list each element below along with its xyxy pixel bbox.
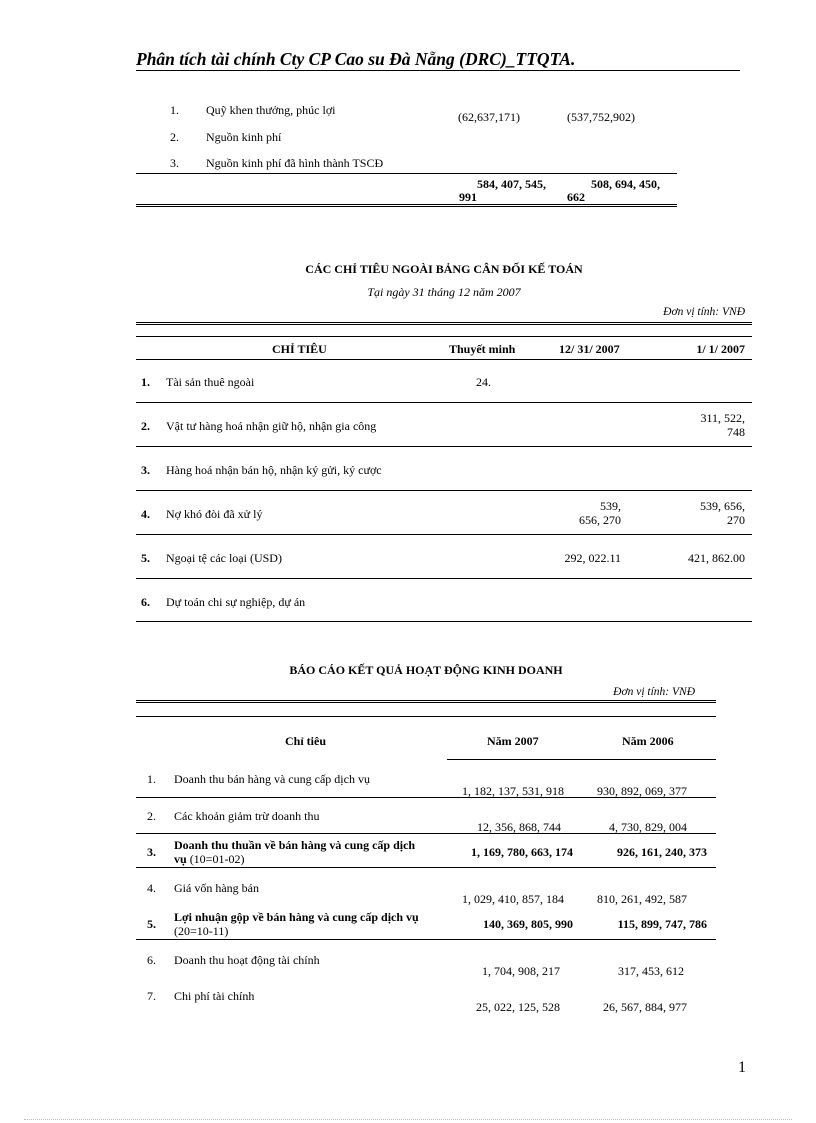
offbalance-header-rule <box>136 336 752 337</box>
offbalance-row-3-label: Hàng hoá nhận bán hộ, nhận ký gửi, ký cược <box>166 463 382 477</box>
offbalance-row-6-label: Dự toán chi sự nghiệp, dự án <box>166 595 306 609</box>
top-total-value-1-line2: 991 <box>459 190 477 204</box>
offbalance-row-rule <box>136 621 752 622</box>
top-total-value-2-line1: 508, 694, 450, <box>591 177 660 191</box>
offbalance-row-2-num: 2. <box>141 419 150 433</box>
income-col-2006: Năm 2006 <box>622 734 674 748</box>
top-row-1-num: 1. <box>170 103 179 117</box>
offbalance-row-4-end-line1: 539, <box>600 499 621 513</box>
income-row-6-2006: 317, 453, 612 <box>618 964 684 978</box>
offbalance-row-2-start-line2: 748 <box>727 425 745 439</box>
offbalance-row-4-label: Nợ khó đòi đã xử lý <box>166 507 263 521</box>
offbalance-unit: Đơn vị tính: VNĐ <box>663 306 745 318</box>
income-row-1-label: Doanh thu bán hàng và cung cấp dịch vụ <box>174 772 370 786</box>
income-title: BÁO CÁO KẾT QUẢ HOẠT ĐỘNG KINH DOANH <box>289 663 563 677</box>
top-total-value-2-line2: 662 <box>567 190 585 204</box>
offbalance-row-rule <box>136 490 752 491</box>
income-row-2-num: 2. <box>147 809 156 823</box>
income-row-6-label: Doanh thu hoạt động tài chính <box>174 953 320 967</box>
offbalance-col-note: Thuyết minh <box>449 342 516 356</box>
document-title: Phân tích tài chính Cty CP Cao su Đà Nẵng (DRC)_TTQTA. <box>136 49 576 69</box>
offbalance-row-4-start-line2: 270 <box>727 513 745 527</box>
top-row-1-label: Quỹ khen thưởng, phúc lợi <box>206 103 336 117</box>
income-row-3-num: 3. <box>147 845 156 859</box>
income-row-4-num: 4. <box>147 881 156 895</box>
offbalance-row-1-label: Tài sản thuê ngoài <box>166 375 255 389</box>
income-row-4-label: Giá vốn hàng bán <box>174 881 259 895</box>
offbalance-subtitle: Tại ngày 31 tháng 12 năm 2007 <box>367 285 521 299</box>
offbalance-title: CÁC CHỈ TIÊU NGOÀI BẢNG CÂN ĐỐI KẾ TOÁN <box>305 262 583 276</box>
offbalance-row-rule <box>136 446 752 447</box>
income-row-2-2006: 4, 730, 829, 004 <box>609 820 687 834</box>
offbalance-col-end: 12/ 31/ 2007 <box>559 342 620 356</box>
income-unit: Đơn vị tính: VNĐ <box>613 686 695 698</box>
income-header-rule <box>136 716 716 717</box>
income-row-5-num: 5. <box>147 917 156 931</box>
offbalance-row-6-num: 6. <box>141 595 150 609</box>
offbalance-row-1-note: 24. <box>476 375 491 389</box>
offbalance-header-bottom-rule <box>136 359 752 360</box>
income-row-rule <box>136 939 716 940</box>
offbalance-row-5-start: 421, 862.00 <box>688 551 745 565</box>
income-row-2-label: Các khoản giảm trừ doanh thu <box>174 809 320 823</box>
offbalance-row-3-num: 3. <box>141 463 150 477</box>
offbalance-row-4-start-line1: 539, 656, <box>700 499 745 513</box>
top-total-rule <box>136 173 677 174</box>
offbalance-col-start: 1/ 1/ 2007 <box>696 342 745 356</box>
income-row-6-2007: 1, 704, 908, 217 <box>482 964 560 978</box>
offbalance-row-4-num: 4. <box>141 507 150 521</box>
income-row-3-label2-suffix: (10=01-02) <box>186 852 245 866</box>
offbalance-top-double-rule <box>136 322 752 325</box>
income-row-rule <box>136 833 716 834</box>
offbalance-row-rule <box>136 578 752 579</box>
income-col-2007: Năm 2007 <box>487 734 539 748</box>
top-row-1-value-1: (62,637,171) <box>458 110 520 124</box>
offbalance-col-label: CHỈ TIÊU <box>272 342 327 356</box>
top-row-3-num: 3. <box>170 156 179 170</box>
offbalance-row-1-num: 1. <box>141 375 150 389</box>
income-row-3-label-line2 <box>174 852 244 867</box>
offbalance-row-2-label: Vật tư hàng hoá nhận giữ hộ, nhận gia công <box>166 419 377 433</box>
income-row-5-label2: (20=10-11) <box>174 924 229 938</box>
page-bottom-border <box>24 1119 792 1120</box>
offbalance-row-4-end-line2: 656, 270 <box>579 513 621 527</box>
income-row-1-2006: 930, 892, 069, 377 <box>597 784 687 798</box>
header-rule <box>136 70 740 71</box>
income-row-2-2007: 12, 356, 868, 744 <box>477 820 561 834</box>
offbalance-row-5-label: Ngoại tệ các loại (USD) <box>166 551 282 565</box>
income-row-5-2006: 115, 899, 747, 786 <box>617 917 707 931</box>
income-row-7-2007: 25, 022, 125, 528 <box>476 1000 560 1014</box>
top-row-2-label: Nguồn kinh phí <box>206 130 282 144</box>
income-row-1-2007: 1, 182, 137, 531, 918 <box>462 784 564 798</box>
top-row-2-num: 2. <box>170 130 179 144</box>
income-top-double-rule <box>136 700 716 703</box>
income-row-7-2006: 26, 567, 884, 977 <box>603 1000 687 1014</box>
top-row-1-value-2: (537,752,902) <box>567 110 635 124</box>
page-number: 1 <box>738 1059 746 1076</box>
income-row-4-2006: 810, 261, 492, 587 <box>597 892 687 906</box>
top-row-3-label: Nguồn kinh phí đã hình thành TSCĐ <box>206 156 384 170</box>
income-row-3-label2: vụ <box>174 852 187 866</box>
offbalance-row-2-start-line1: 311, 522, <box>700 411 745 425</box>
offbalance-row-rule <box>136 402 752 403</box>
top-total-value-1-line1: 584, 407, 545, <box>477 177 546 191</box>
offbalance-row-5-num: 5. <box>141 551 150 565</box>
top-double-rule <box>136 204 677 207</box>
income-row-5-label: Lợi nhuận gộp về bán hàng và cung cấp dịch vụ <box>174 910 419 924</box>
income-row-1-num: 1. <box>147 772 156 786</box>
offbalance-row-rule <box>136 534 752 535</box>
income-row-3-label: Doanh thu thuần về bán hàng và cung cấp dịch <box>174 838 416 852</box>
income-row-7-num: 7. <box>147 989 156 1003</box>
income-header-bottom-rule <box>447 759 716 760</box>
income-row-7-label: Chi phí tài chính <box>174 989 255 1003</box>
income-row-6-num: 6. <box>147 953 156 967</box>
income-row-3-2006: 926, 161, 240, 373 <box>617 845 707 859</box>
income-row-rule <box>136 797 716 798</box>
income-col-label: Chỉ tiêu <box>285 734 327 748</box>
offbalance-row-5-end: 292, 022.11 <box>564 551 621 565</box>
income-row-rule <box>136 867 716 868</box>
income-row-5-2007: 140, 369, 805, 990 <box>483 917 573 931</box>
income-row-3-2007: 1, 169, 780, 663, 174 <box>471 845 573 859</box>
income-row-4-2007: 1, 029, 410, 857, 184 <box>462 892 564 906</box>
